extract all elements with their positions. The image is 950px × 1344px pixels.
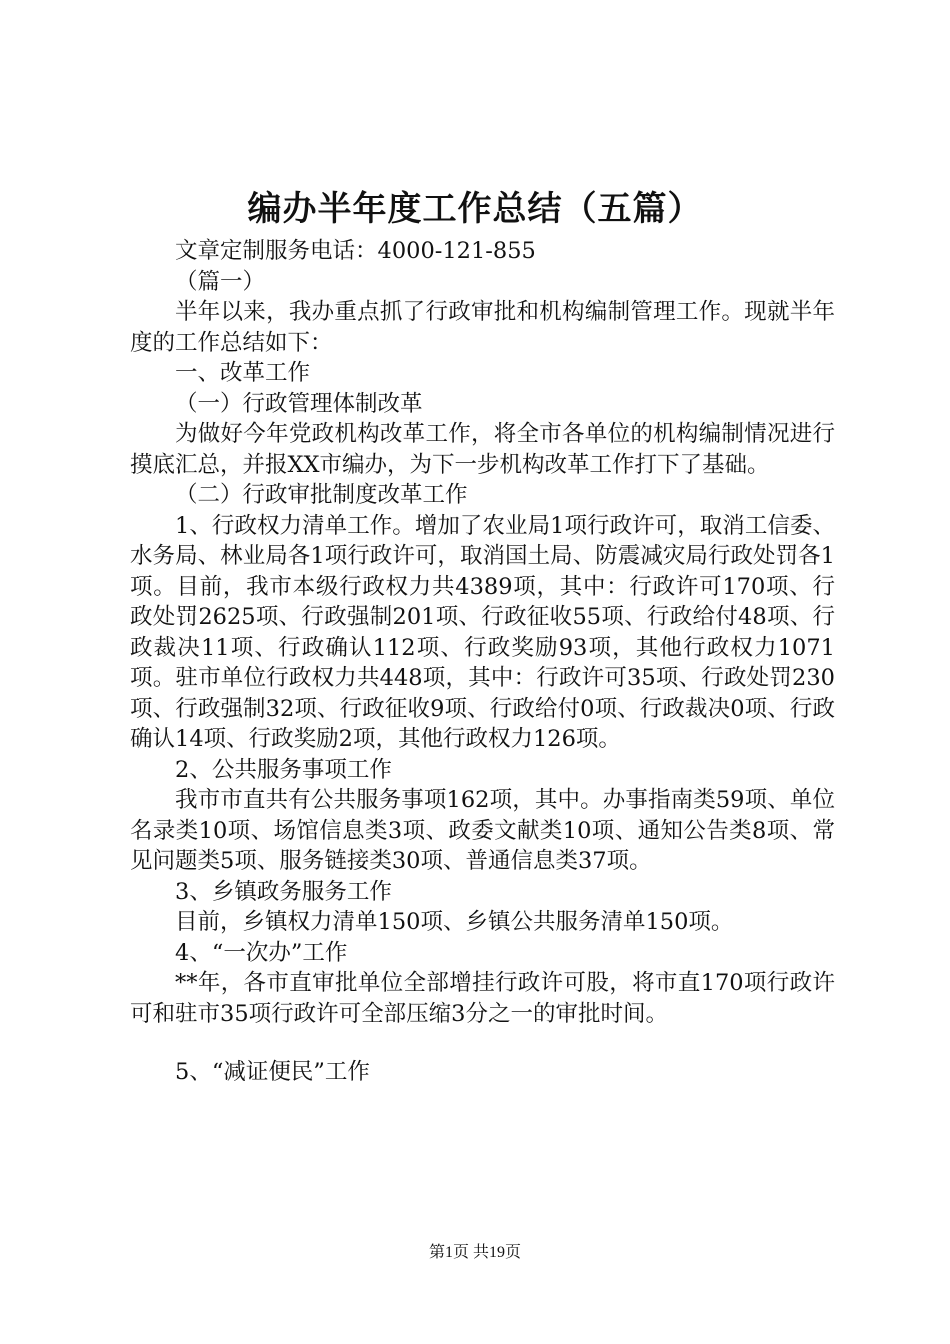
paragraph-public-service: 我市市直共有公共服务事项162项，其中。办事指南类59项、单位名录类10项、场馆信息类3项、政委文献类10项、通知公告类8项、常见问题类5项、服务链接类30项、普通信息类37项。: [130, 787, 835, 874]
subheading-approval-reform: （二）行政审批制度改革工作: [175, 482, 468, 508]
subheading-admin-system: （一）行政管理体制改革: [175, 390, 423, 417]
section-marker: （篇一）: [175, 268, 266, 295]
heading-public-service: 2、公共服务事项工作: [175, 756, 392, 783]
paragraph-power-list: 1、行政权力清单工作。增加了农业局1项行政许可，取消工信委、水务局、林业局各1项行政许可，取消国土局、防震减灾局行政处罚各1项。目前，我市本级行政权力共4389项，其中：行政许可170项、行政处罚2625项、行政强制201项、行政征收55项、行政给付48项、行政裁决11项、行政确认112项、行政奖励93项，其他行政权力1071项。驻市单位行政权力共448项，其中：行政许可35项、行政处罚230项、行政强制32项、行政征收9项、行政给付0项、行政裁决0项、行政确认14项、行政奖励2项，其他行政权力126项。: [130, 512, 835, 752]
paragraph-one-time: **年，各市直审批单位全部增挂行政许可股，将市直170项行政许可和驻市35项行政许可全部压缩3分之一的审批时间。: [130, 970, 835, 1027]
intro-paragraph: 半年以来，我办重点抓了行政审批和机构编制管理工作。现就半年度的工作总结如下：: [130, 299, 835, 356]
heading-township-service: 3、乡镇政务服务工作: [175, 878, 392, 905]
page-footer: 第1页 共19页: [428, 1244, 521, 1261]
heading-one-time: 4、“一次办”工作: [175, 939, 348, 966]
heading-reform: 一、改革工作: [175, 360, 311, 386]
paragraph-admin-system: 为做好今年党政机构改革工作，将全市各单位的机构编制情况进行摸底汇总，并报XX市编办，为下一步机构改革工作打下了基础。: [130, 421, 835, 478]
paragraph-township-service: 目前，乡镇权力清单150项、乡镇公共服务清单150项。: [175, 909, 734, 935]
document-title: 编办半年度工作总结（五篇）: [247, 189, 703, 229]
contact-line: 文章定制服务电话：4000-121-855: [175, 238, 536, 264]
heading-reduce-certificates: 5、“减证便民”工作: [175, 1059, 370, 1085]
document-body: [130, 236, 835, 1088]
